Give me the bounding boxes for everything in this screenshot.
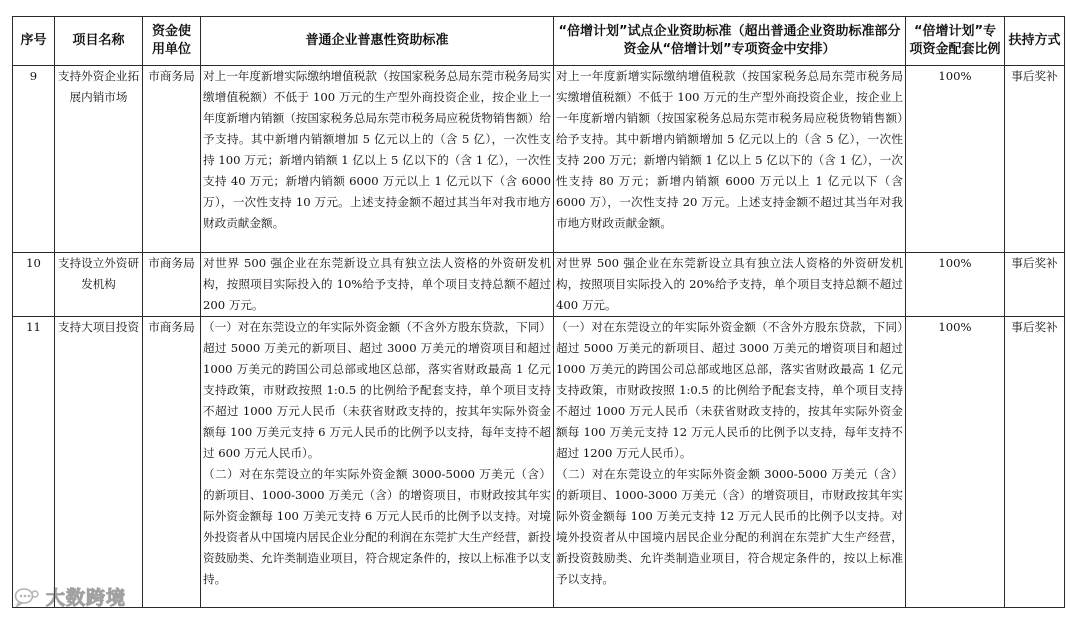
pilot-paragraph: （一）对在东莞设立的年实际外资金额（不含外方股东贷款，下同）超过 5000 万美元的新项目、超过 3000 万美元的增资项目和超过 1000 万美元的跨国公司总部或地区总部，落实省财政最高 1 亿元支持政策，市财政按照 1:0.5 的比例给予配套支持，单个项目支持不超过 1000 万元人民币（未获省财政支持的，按其年实际外资金额每 100 万美元支持 12 万元人民币的比例予以支持，每年支持不超过 1200 万元人民币）。 [556, 320, 903, 460]
standard-paragraph: 对世界 500 强企业在东莞新设立具有独立法人资格的外资研发机构，按照项目实际投入的 10%给予支持，单个项目支持总额不超过 200 万元。 [203, 256, 551, 312]
header-pilot-standard: “倍增计划”试点企业资助标准（超出普通企业资助标准部分资金从“倍增计划”专项资金中安排） [554, 17, 906, 66]
row-support-method: 事后奖补 [1005, 317, 1065, 608]
header-index: 序号 [13, 17, 55, 66]
pilot-paragraph: 对上一年度新增实际缴纳增值税款（按国家税务总局东莞市税务局实缴增值税额）不低于 100 万元的生产型外商投资企业，按企业上一年度新增内销额（按国家税务总局东莞市税务局应税货物销售额）给予支持。其中新增内销额增加 5 亿元以上的（含 5 亿），一次性支持 200 万元；新增内销额 1 亿以上 5 亿以下的（含 1 亿），一次性支持 80 万元；新增内销额 6000 万元以上 1 亿元以下（含 6000 万），一次性支持 20 万元。上述支持金额不超过其当年对我市地方财政贡献金额。 [556, 69, 903, 230]
table-row [13, 317, 1065, 608]
row-pilot-standard [554, 317, 906, 608]
standard-paragraph: 对上一年度新增实际缴纳增值税款（按国家税务总局东莞市税务局实缴增值税额）不低于 100 万元的生产型外商投资企业，按企业上一年度新增内销额（按国家税务总局东莞市税务局应税货物销售额）给予支持。其中新增内销额增加 5 亿元以上的（含 5 亿），一次性支持 100 万元；新增内销额 1 亿以上 5 亿以下的（含 1 亿），一次性支持 40 万元；新增内销额 6000 万元以上 1 亿元以下（含 6000 万），一次性支持 10 万元。上述支持金额不超过其当年对我市地方财政贡献金额。 [203, 69, 551, 230]
header-standard: 普通企业普惠性资助标准 [201, 17, 554, 66]
policy-table [12, 16, 1065, 608]
table-header-row [13, 17, 1065, 66]
row-matching-ratio: 100% [906, 317, 1005, 608]
row-standard [201, 317, 554, 608]
row-matching-ratio: 100% [906, 66, 1005, 253]
row-pilot-standard [554, 66, 906, 253]
standard-paragraph: （二）对在东莞设立的年实际外资金额 3000-5000 万美元（含）的新项目、1000-3000 万美元（含）的增资项目，市财政按其年实际外资金额每 100 万美元支持 6 万元人民币的比例予以支持。对境外投资者从中国境内居民企业分配的利润在东莞扩大生产经营，新投资鼓励类、允许类制造业项目，符合规定条件的，按以上标准予以支持。 [203, 467, 551, 586]
standard-paragraph: （一）对在东莞设立的年实际外资金额（不含外方股东贷款，下同）超过 5000 万美元的新项目、超过 3000 万美元的增资项目和超过 1000 万美元的跨国公司总部或地区总部，落实省财政最高 1 亿元支持政策，市财政按照 1:0.5 的比例给予配套支持，单个项目支持不超过 1000 万元人民币（未获省财政支持的，按其年实际外资金额每 100 万美元支持 6 万元人民币的比例予以支持，每年支持不超过 600 万元人民币）。 [203, 320, 551, 460]
row-standard [201, 253, 554, 317]
row-support-method: 事后奖补 [1005, 253, 1065, 317]
header-project-name: 项目名称 [55, 17, 143, 66]
header-fund-unit: 资金使用单位 [143, 17, 201, 66]
row-project-name: 支持外资企业拓展内销市场 [55, 66, 143, 253]
watermark [14, 583, 126, 610]
chat-bubble-icon [14, 587, 40, 607]
row-support-method: 事后奖补 [1005, 66, 1065, 253]
header-support-method: 扶持方式 [1005, 17, 1065, 66]
row-index: 10 [13, 253, 55, 317]
row-fund-unit: 市商务局 [143, 317, 201, 608]
table-row [13, 66, 1065, 253]
watermark-text: 大数跨境 [46, 587, 127, 609]
row-fund-unit: 市商务局 [143, 253, 201, 317]
pilot-paragraph: 对世界 500 强企业在东莞新设立具有独立法人资格的外资研发机构，按照项目实际投入的 20%给予支持，单个项目支持总额不超过 400 万元。 [556, 256, 903, 312]
header-matching-ratio: “倍增计划”专项资金配套比例 [906, 17, 1005, 66]
row-pilot-standard [554, 253, 906, 317]
row-index: 9 [13, 66, 55, 253]
table-row [13, 253, 1065, 317]
row-fund-unit: 市商务局 [143, 66, 201, 253]
row-project-name: 支持大项目投资 [55, 317, 143, 608]
pilot-paragraph: （二）对在东莞设立的年实际外资金额 3000-5000 万美元（含）的新项目、1000-3000 万美元（含）的增资项目，市财政按其年实际外资金额每 100 万美元支持 12 万元人民币的比例予以支持。对境外投资者从中国境内居民企业分配的利润在东莞扩大生产经营，新投资鼓励类、允许类制造业项目，符合规定条件的，按以上标准予以支持。 [556, 467, 903, 586]
row-matching-ratio: 100% [906, 253, 1005, 317]
row-index: 11 [13, 317, 55, 608]
row-standard [201, 66, 554, 253]
row-project-name: 支持设立外资研发机构 [55, 253, 143, 317]
